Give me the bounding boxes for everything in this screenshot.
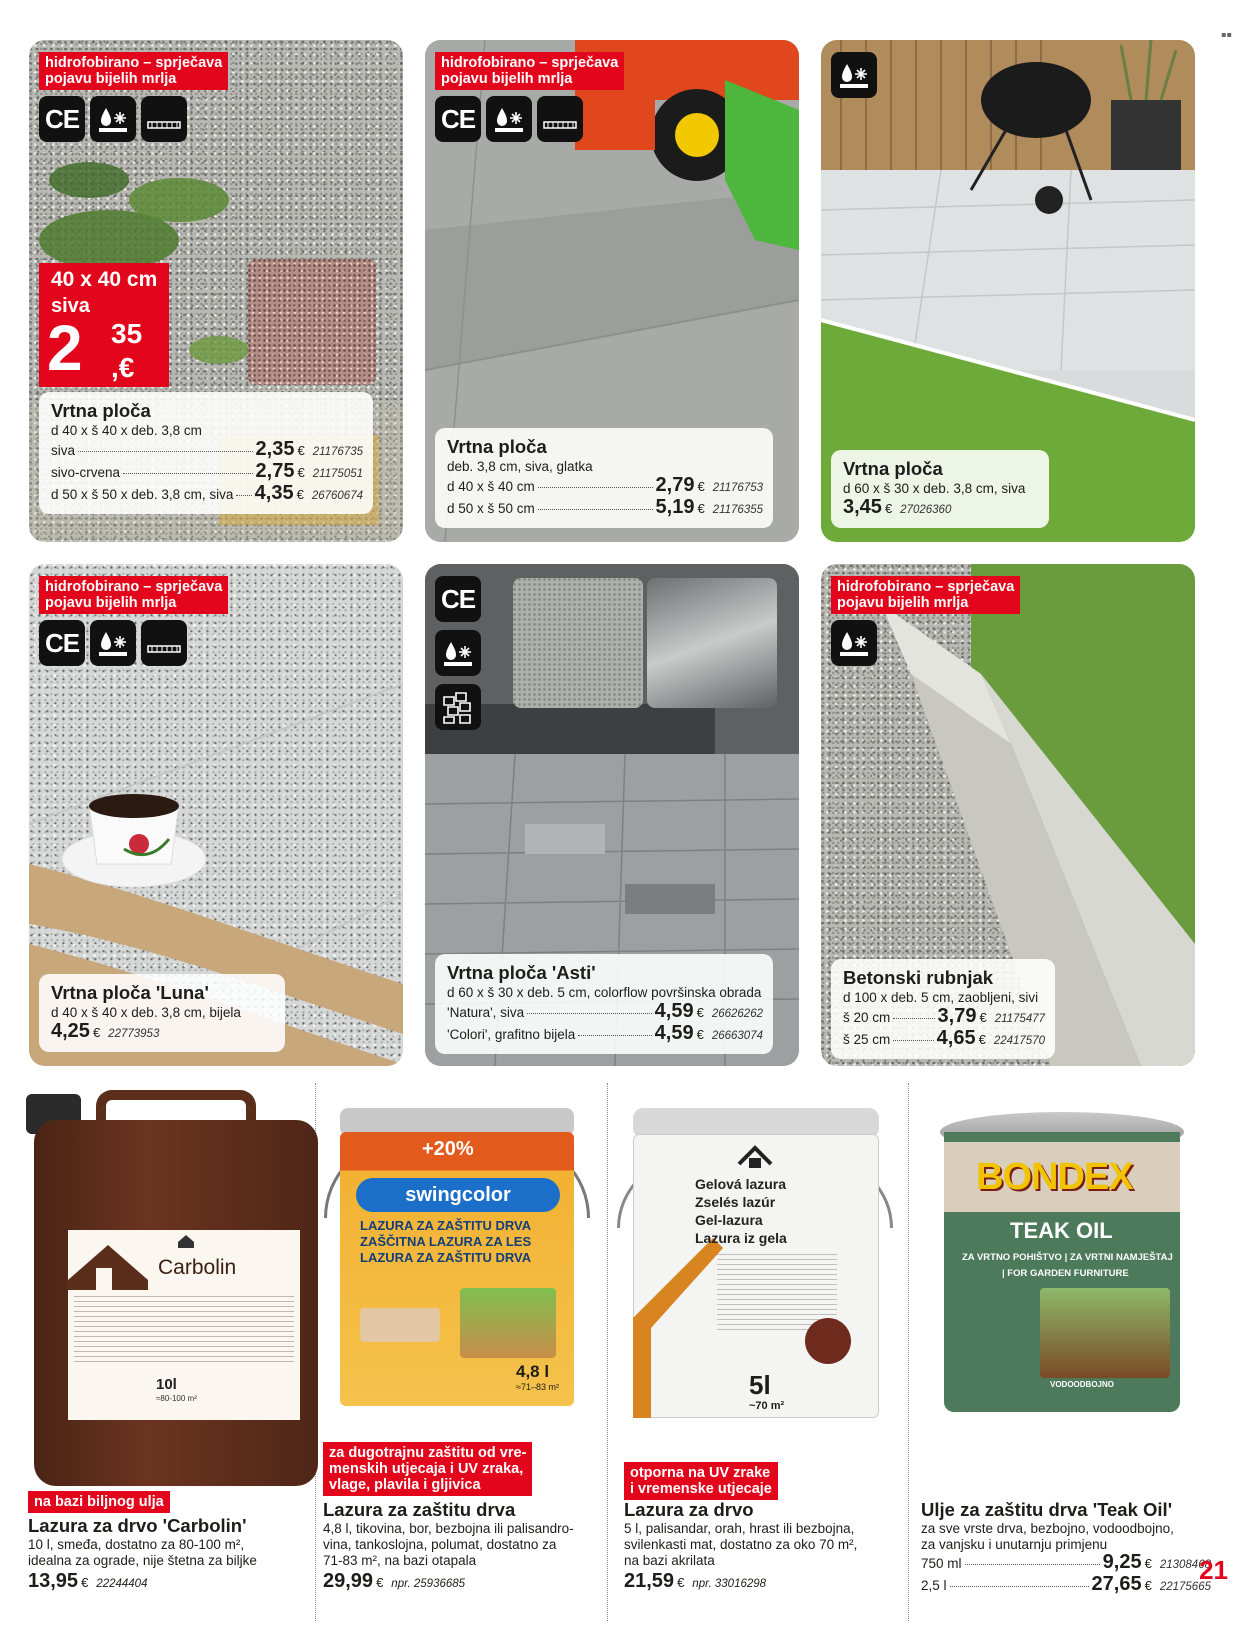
price-row: 4,25 € 22773953 [51,1020,160,1042]
product-spec: d 100 x deb. 5 cm, zaobljeni, sivi [843,990,1039,1005]
pack-title-1: LAZURA ZA ZAŠTITU DRVA [360,1218,532,1233]
symbol-row [831,52,877,98]
product-spec: d 60 x š 30 x deb. 5 cm, colorflow površinska obrada [447,985,762,1000]
pack-title-2: ZAŠČITNA LAZURA ZA LES [360,1234,532,1249]
product-info [39,974,285,1052]
pack-coverage: ~70 m² [749,1400,785,1412]
product-swingcolor [323,1499,605,1593]
promo-price-badge: 40 x 40 cm siva 2 35 ,€ [39,263,169,387]
water-frost-icon [435,630,481,676]
hydrophobic-badge: hidrofobirano – sprječava pojavu bijelih mrlja [831,576,1020,614]
wood-sample-circle [805,1318,851,1364]
pack-line-2: Zselés lazúr [695,1194,776,1210]
carbolin-canister [26,1090,318,1486]
price-line: 29,99 € npr. 25936685 [323,1570,466,1592]
price-row: d 50 x š 50 x deb. 3,8 cm, siva 4,35 € 26760674 [51,482,363,504]
price-row: š 25 cm 4,65 € 22417570 [843,1027,1045,1049]
price-row: sivo-crvena 2,75 € 21175051 [51,460,363,482]
base-layer-icon [141,620,187,666]
pack-volume: 4,8 l [516,1362,550,1381]
product-info [831,450,1049,528]
product-info [831,959,1055,1059]
product-title: Ulje za zaštitu drva 'Teak Oil' [921,1499,1173,1520]
pack-title-3: LAZURA ZA ZAŠTITU DRVA [360,1250,532,1265]
hydrophobic-badge: hidrofobirano – sprječava pojavu bijelih mrlja [39,52,228,90]
product-description: 10 l, smeđa, dostatno za 80-100 m², idealna za ograde, nije štetna za biljke [28,1537,257,1568]
tile-vrtna-ploca-asti [425,564,799,1066]
pack-line-4: Lazura iz gela [695,1230,787,1246]
water-frost-icon [831,52,877,98]
pack-volume: 5l [749,1370,771,1400]
price-row: 'Colori', grafitno bijela 4,59 € 26663074 [447,1022,763,1044]
product-title: Vrtna ploča [447,436,547,457]
pack-sub-1: ZA VRTNO POHIŠTVO | ZA VRTNI NAMJEŠTAJ [962,1252,1173,1263]
pack-volume: 10l [156,1376,177,1393]
gel-lazura-can [625,1108,887,1418]
price-row: š 20 cm 3,79 € 21175477 [843,1005,1045,1027]
product-teak-oil [921,1499,1211,1597]
biljno-ulje-badge: na bazi biljnog ulja [28,1491,170,1513]
symbol-row [831,620,877,666]
product-spec: deb. 3,8 cm, siva, glatka [447,459,593,474]
tile-betonski-rubnjak [821,564,1195,1066]
price-row: d 40 x š 40 cm 2,79 € 21176753 [447,474,763,496]
house-logo-icon [735,1142,775,1170]
product-info [435,428,773,528]
zastita-badge: za dugotrajnu zaštitu od vre- menskih utjecaja i UV zraka, vlage, plavila i gljivica [323,1442,532,1496]
base-layer-icon [537,96,583,142]
ce-icon: CE [39,96,85,142]
bondex-teak-oil-can [940,1112,1184,1412]
tile-vrtna-ploca-40 [29,40,403,542]
symbol-column [435,576,481,730]
price-row: 3,45 € 27026360 [843,496,952,518]
promo-20-label: +20% [422,1138,474,1160]
water-frost-icon [831,620,877,666]
page-number: 21 [1199,1555,1228,1585]
pack-coverage: ≈71–83 m² [516,1382,559,1392]
ce-icon: CE [435,96,481,142]
product-info [435,954,773,1054]
ce-icon: CE [39,620,85,666]
pack-fineprint [74,1296,294,1366]
column-divider [607,1083,608,1621]
price-line: 21,59 € npr. 33016298 [624,1570,767,1592]
product-title: Vrtna ploča [843,458,943,479]
water-frost-icon [90,620,136,666]
product-gel-lazura [624,1499,906,1593]
product-title: Vrtna ploča 'Luna' [51,982,209,1003]
uv-otporna-badge: otporna na UV zrake i vremenske utjecaje [624,1462,778,1500]
pack-brand: Carbolin [158,1256,237,1279]
product-title: Lazura za drvo [624,1499,754,1520]
swingcolor-can [330,1108,584,1408]
product-info [39,392,373,514]
price-row: 'Natura', siva 4,59 € 26626262 [447,1000,763,1022]
pack-line-3: Gel-lazura [695,1212,763,1228]
product-carbolin [28,1515,313,1593]
corner-mark: ▪▪ [1221,30,1232,39]
price-row: siva 2,35 € 21176735 [51,438,363,460]
product-description: 4,8 l, tikovina, bor, bezbojna ili palisandro- vina, tankoslojna, polumat, dostatno za 71-83 m², na bazi otapala [323,1521,574,1568]
symbol-row [435,96,583,142]
canister-label [68,1230,300,1420]
price-row: d 50 x š 50 cm 5,19 € 21176355 [447,496,763,518]
column-divider [908,1083,909,1621]
product-title: Lazura za zaštitu drva [323,1499,516,1520]
pack-brand: swingcolor [356,1178,560,1212]
product-title: Vrtna ploča 'Asti' [447,962,596,983]
product-spec: d 60 x š 30 x deb. 3,8 cm, siva [843,481,1026,496]
product-title: Vrtna ploča [51,400,151,421]
tile-vrtna-ploca-glatka [425,40,799,542]
sample-colori-swatch [647,578,777,708]
sample-natura-swatch [513,578,643,708]
ce-icon: CE [435,576,481,622]
product-description: 5 l, palisandar, orah, hrast ili bezbojna, svilenkasti mat, dostatno za oko 70 m², na bazi akrilata [624,1521,858,1568]
base-layer-icon [141,96,187,142]
pack-line-1: Gelová lazura [695,1176,787,1192]
wood-shed-image [460,1288,556,1358]
pack-sub-2: | FOR GARDEN FURNITURE [1002,1268,1129,1279]
product-spec: d 40 x š 40 x deb. 3,8 cm, bijela [51,1005,241,1020]
product-title: Lazura za drvo 'Carbolin' [28,1515,247,1536]
price-row: 750 ml 9,25 € 21308468 [921,1551,1211,1573]
pack-sub-3: VODOODBOJNO [1050,1380,1115,1389]
water-frost-icon [486,96,532,142]
symbol-row [39,620,187,666]
hydrophobic-badge: hidrofobirano – sprječava pojavu bijelih mrlja [435,52,624,90]
pack-brand: BONDEX [976,1156,1133,1198]
product-spec: d 40 x š 40 x deb. 3,8 cm [51,423,202,438]
product-title: Betonski rubnjak [843,967,994,988]
pack-coverage: ≈80-100 m² [156,1394,197,1403]
product-description: za sve vrste drva, bezbojno, vodoodbojno, za vanjsku i unutarnju primjenu [921,1521,1174,1552]
price-row: 2,5 l 27,65 € 22175665 [921,1573,1211,1595]
tile-sample-swatch [248,259,376,385]
tile-vrtna-ploca-60x30 [821,40,1195,542]
tile-vrtna-ploca-luna [29,564,403,1066]
pattern-icon [435,684,481,730]
water-frost-icon [90,96,136,142]
price-line: 13,95 € 22244404 [28,1570,148,1592]
pack-title: TEAK OIL [1010,1218,1113,1243]
hydrophobic-badge: hidrofobirano – sprječava pojavu bijelih mrlja [39,576,228,614]
symbol-row [39,96,187,142]
wood-swatch [360,1308,440,1342]
garden-furniture-image [1040,1288,1170,1378]
